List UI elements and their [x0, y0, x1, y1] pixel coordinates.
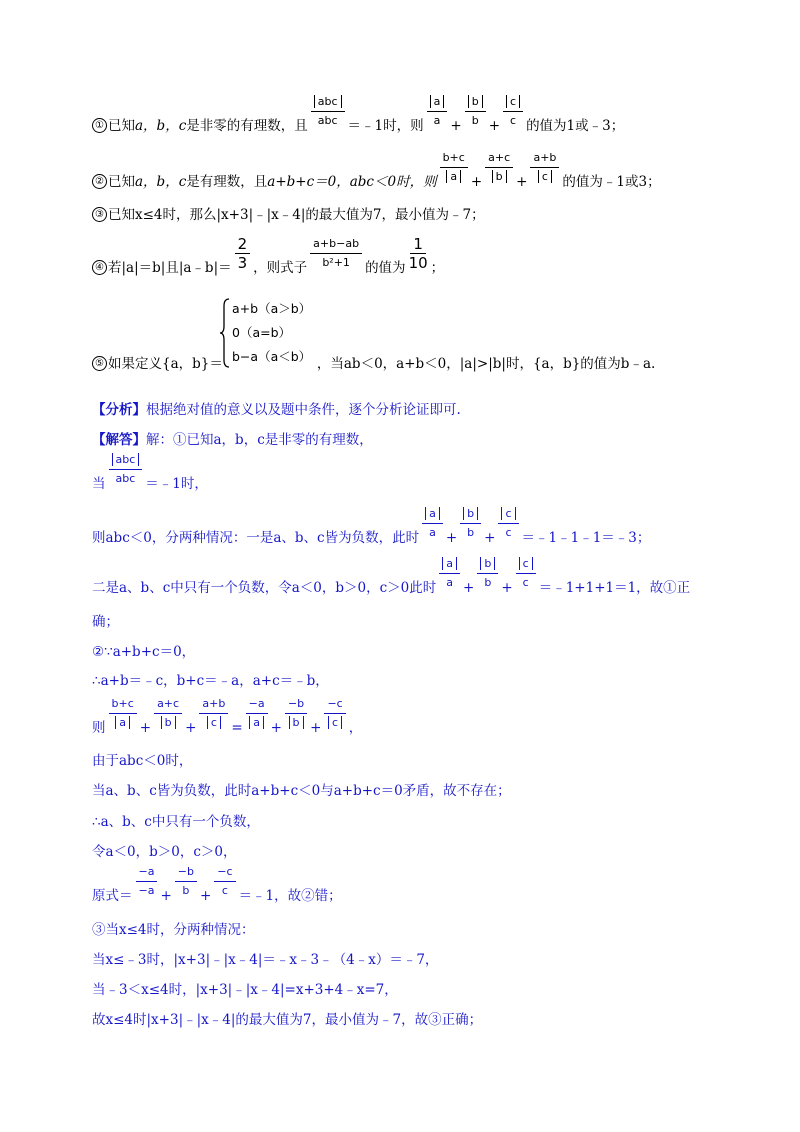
- numerator: −a: [136, 865, 158, 882]
- denominator: a: [446, 576, 454, 589]
- fraction-3: [530, 151, 559, 184]
- numerator: c: [519, 557, 533, 570]
- statement-4: [92, 235, 445, 276]
- fraction-two-thirds: [235, 237, 251, 270]
- text: 是有理数，且: [186, 174, 268, 190]
- circle-number: ③: [92, 207, 107, 222]
- text: ②∵a+b+c＝0，: [92, 644, 196, 660]
- fraction-abs-abc: [311, 95, 345, 128]
- answer-tag: 【解答】: [92, 432, 146, 448]
- denominator: a: [115, 716, 130, 729]
- numerator: a+c: [485, 151, 513, 168]
- answer-line: [92, 422, 373, 448]
- numerator: c: [501, 507, 515, 520]
- fraction-neg-a: [136, 865, 158, 898]
- numerator: b+c: [109, 697, 137, 714]
- text: 由于abc＜0时，: [92, 753, 193, 769]
- numerator: −c: [324, 697, 345, 714]
- piece-2: 0（a=b）: [232, 325, 292, 340]
- answer-line-7: 则 $\frac{b+c}{a}$ + $\frac{a+c}{b}$ + $\frac{a+b}{c}$ = $\frac{-a}{a}$ + $\frac{-b}{b}$ + $\frac{-c}{c}$ ，: [92, 697, 363, 736]
- answer-line-4: [92, 604, 119, 630]
- denominator: a: [446, 170, 461, 183]
- numerator: a: [425, 507, 440, 520]
- denominator: b: [471, 114, 479, 127]
- variables: a，b，c: [135, 118, 187, 134]
- numerator: abc: [314, 95, 342, 108]
- text: 已知: [108, 174, 135, 190]
- denominator: −a: [138, 884, 155, 897]
- text: 若|a|＝b|且|a﹣b|＝: [108, 260, 232, 276]
- numerator: −b: [285, 697, 307, 714]
- numerator: 1: [410, 237, 426, 254]
- text: ＝﹣1﹣1﹣1＝﹣3；: [521, 530, 651, 546]
- fraction-c: [503, 95, 523, 128]
- numerator: a+c: [154, 697, 182, 714]
- fraction-one-tenth: [409, 237, 428, 270]
- denominator: c: [505, 526, 512, 539]
- answer-line-6: [92, 663, 329, 689]
- text: 当x≤﹣3时，|x+3|﹣|x﹣4|＝﹣x﹣3﹣（4﹣x）＝﹣7，: [92, 952, 439, 968]
- numerator: c: [506, 95, 520, 108]
- denominator: c: [221, 884, 228, 897]
- text: 的值为﹣1或3；: [562, 174, 661, 190]
- text: 当﹣3＜x≤4时，|x+3|﹣|x﹣4|=x+3+4﹣x=7，: [92, 982, 398, 998]
- numerator: b: [463, 507, 478, 520]
- answer-line-10: [92, 804, 260, 830]
- fraction-c: [498, 507, 518, 540]
- numerator: abc: [112, 453, 140, 466]
- fraction-1: [109, 697, 137, 730]
- statement-5: [92, 346, 655, 372]
- numerator: a+b−ab: [310, 237, 362, 254]
- text: 如果定义{a，b}＝: [108, 356, 223, 372]
- answer-line-5: [92, 634, 195, 660]
- text: 原式＝: [92, 888, 133, 904]
- denominator: c: [538, 170, 552, 183]
- text: 二是a、b、c中只有一个负数，令a＜0，b＞0，c＞0此时: [92, 580, 437, 596]
- numerator: −a: [246, 697, 268, 714]
- text: ＝﹣1时，: [145, 476, 208, 492]
- fraction-a: [427, 95, 448, 128]
- answer-line-13: [92, 912, 255, 938]
- text: ＝﹣1时，则: [347, 118, 424, 134]
- numerator: a+b: [530, 151, 559, 168]
- text: 已知: [108, 118, 135, 134]
- text: ，则式子: [253, 260, 308, 276]
- text: ；: [430, 260, 445, 276]
- answer-line-11: [92, 834, 237, 860]
- answer-line-3: 二是a、b、c中只有一个负数，令a＜0，b＞0，c＞0此时 $\frac{a}{a}$ + $\frac{b}{b}$ + $\frac{c}{c}$ ＝﹣1+1+1＝1，故①正: [92, 557, 691, 596]
- numerator: a+b: [199, 697, 228, 714]
- denominator: a: [429, 526, 436, 539]
- answer-intro: 解：①已知a，b，c是非零的有理数，: [146, 432, 373, 448]
- fraction-abs-abc: [109, 453, 143, 486]
- circle-number: ①: [92, 118, 107, 133]
- text: 已知x≤4时，那么|x+3|﹣|x﹣4|的最大值为7，最小值为﹣7；: [108, 207, 485, 223]
- text: ∴a+b＝﹣c，b+c＝﹣a，a+c＝﹣b，: [92, 673, 329, 689]
- fraction-neg-c: [324, 697, 345, 730]
- text: 当: [92, 476, 106, 492]
- text: 的值为1或﹣3；: [526, 118, 625, 134]
- analysis-line: [92, 392, 461, 418]
- circle-number: ⑤: [92, 356, 107, 371]
- denominator: a: [433, 114, 441, 127]
- numerator: a: [442, 557, 457, 570]
- denominator: 10: [408, 254, 428, 272]
- denominator: b: [289, 716, 304, 729]
- denominator: abc: [115, 472, 136, 485]
- fraction-a: [422, 507, 443, 540]
- fraction-c: [516, 557, 536, 590]
- denominator: c: [207, 716, 221, 729]
- text: 故x≤4时|x+3|﹣|x﹣4|的最大值为7，最小值为﹣7，故③正确；: [92, 1012, 483, 1028]
- fraction-2: [154, 697, 182, 730]
- text: ，: [348, 720, 363, 736]
- numerator: a: [430, 95, 445, 108]
- circle-number: ④: [92, 260, 107, 275]
- denominator: b: [161, 716, 176, 729]
- fraction-expression: [310, 237, 362, 270]
- condition: a+b+c＝0，abc＜0时，则: [267, 174, 437, 190]
- text: 当a、b、c皆为负数，此时a+b+c＜0与a+b+c＝0矛盾，故不存在；: [92, 783, 511, 799]
- answer-line-16: [92, 1002, 482, 1028]
- denominator: c: [522, 576, 529, 589]
- text: 确；: [92, 614, 119, 630]
- denominator: b: [492, 170, 507, 183]
- statement-2: ② 已知 a，b，c 是有理数，且 a+b+c＝0，abc＜0时，则 $\frac{b+c}{a}$ + $\frac{a+c}{b}$ + $\frac{a+b}{c}$ 的值为﹣1或3；: [92, 164, 661, 190]
- fraction-b: [465, 95, 486, 128]
- numerator: −b: [175, 865, 197, 882]
- numerator: b+c: [440, 151, 468, 168]
- denominator: b: [182, 884, 190, 897]
- text: ＝﹣1+1+1＝1，故①正: [538, 580, 691, 596]
- fraction-3: [199, 697, 228, 730]
- fraction-1: [440, 151, 468, 184]
- fraction-neg-b: [175, 865, 197, 898]
- text: 则: [92, 720, 106, 736]
- fraction-neg-c: [214, 865, 235, 898]
- analysis-text: 根据绝对值的意义以及题中条件，逐个分析论证即可.: [146, 402, 461, 418]
- text: 则abc＜0，分两种情况：一是a、b、c皆为负数，此时: [92, 530, 420, 546]
- numerator: 2: [235, 237, 251, 254]
- denominator: b: [484, 576, 492, 589]
- fraction-neg-b: [285, 697, 307, 730]
- answer-line-14: [92, 942, 438, 968]
- answer-line-8: [92, 743, 192, 769]
- fraction-neg-a: [246, 697, 268, 730]
- text: 的值为: [365, 260, 406, 276]
- text: 令a＜0，b＞0，c＞0，: [92, 844, 237, 860]
- statement-3: [92, 197, 485, 223]
- variables: a，b，c: [135, 174, 187, 190]
- numerator: −c: [214, 865, 235, 882]
- denominator: b²+1: [322, 256, 350, 269]
- denominator: c: [328, 716, 342, 729]
- answer-line-15: [92, 972, 398, 998]
- text: ③当x≤4时，分两种情况：: [92, 922, 255, 938]
- text: ，当ab＜0，a+b＜0，|a|>|b|时，{a，b}的值为b﹣a.: [316, 356, 656, 372]
- answer-line-12: 原式＝ $\frac{-a}{-a}$ + $\frac{-b}{b}$ + $\frac{-c}{c}$ ＝﹣1，故②错；: [92, 865, 342, 904]
- numerator: b: [480, 557, 495, 570]
- text: 是非零的有理数，且: [186, 118, 308, 134]
- denominator: b: [467, 526, 475, 539]
- piece-1: a+b（a＞b）: [232, 301, 312, 316]
- piece-3: b−a（a＜b）: [232, 349, 312, 364]
- answer-line-9: [92, 773, 511, 799]
- denominator: a: [249, 716, 264, 729]
- analysis-tag: 【分析】: [92, 402, 146, 418]
- numerator: b: [468, 95, 483, 108]
- circle-number: ②: [92, 174, 107, 189]
- denominator: c: [510, 114, 517, 127]
- fraction-b: [477, 557, 498, 590]
- fraction-a: [439, 557, 460, 590]
- fraction-2: [485, 151, 513, 184]
- fraction-b: [460, 507, 481, 540]
- denominator: abc: [317, 114, 338, 127]
- denominator: 3: [237, 254, 248, 272]
- text: ∴a、b、c中只有一个负数，: [92, 814, 260, 830]
- answer-line-1: [92, 453, 208, 492]
- statement-1: ① 已知 a，b，c 是非零的有理数，且 $\frac{\text{abc}}{\text{abc}}$ ＝﹣1时，则 $\frac{a}{a}$ + $\frac{b}{b}$ + $\frac{c}{c}$ 的值为1或﹣3；: [92, 108, 624, 134]
- answer-line-2: 则abc＜0，分两种情况：一是a、b、c皆为负数，此时 $\frac{a}{a}$ + $\frac{b}{b}$ + $\frac{c}{c}$ ＝﹣1﹣1﹣1＝﹣3；: [92, 507, 651, 546]
- text: ＝﹣1，故②错；: [238, 888, 342, 904]
